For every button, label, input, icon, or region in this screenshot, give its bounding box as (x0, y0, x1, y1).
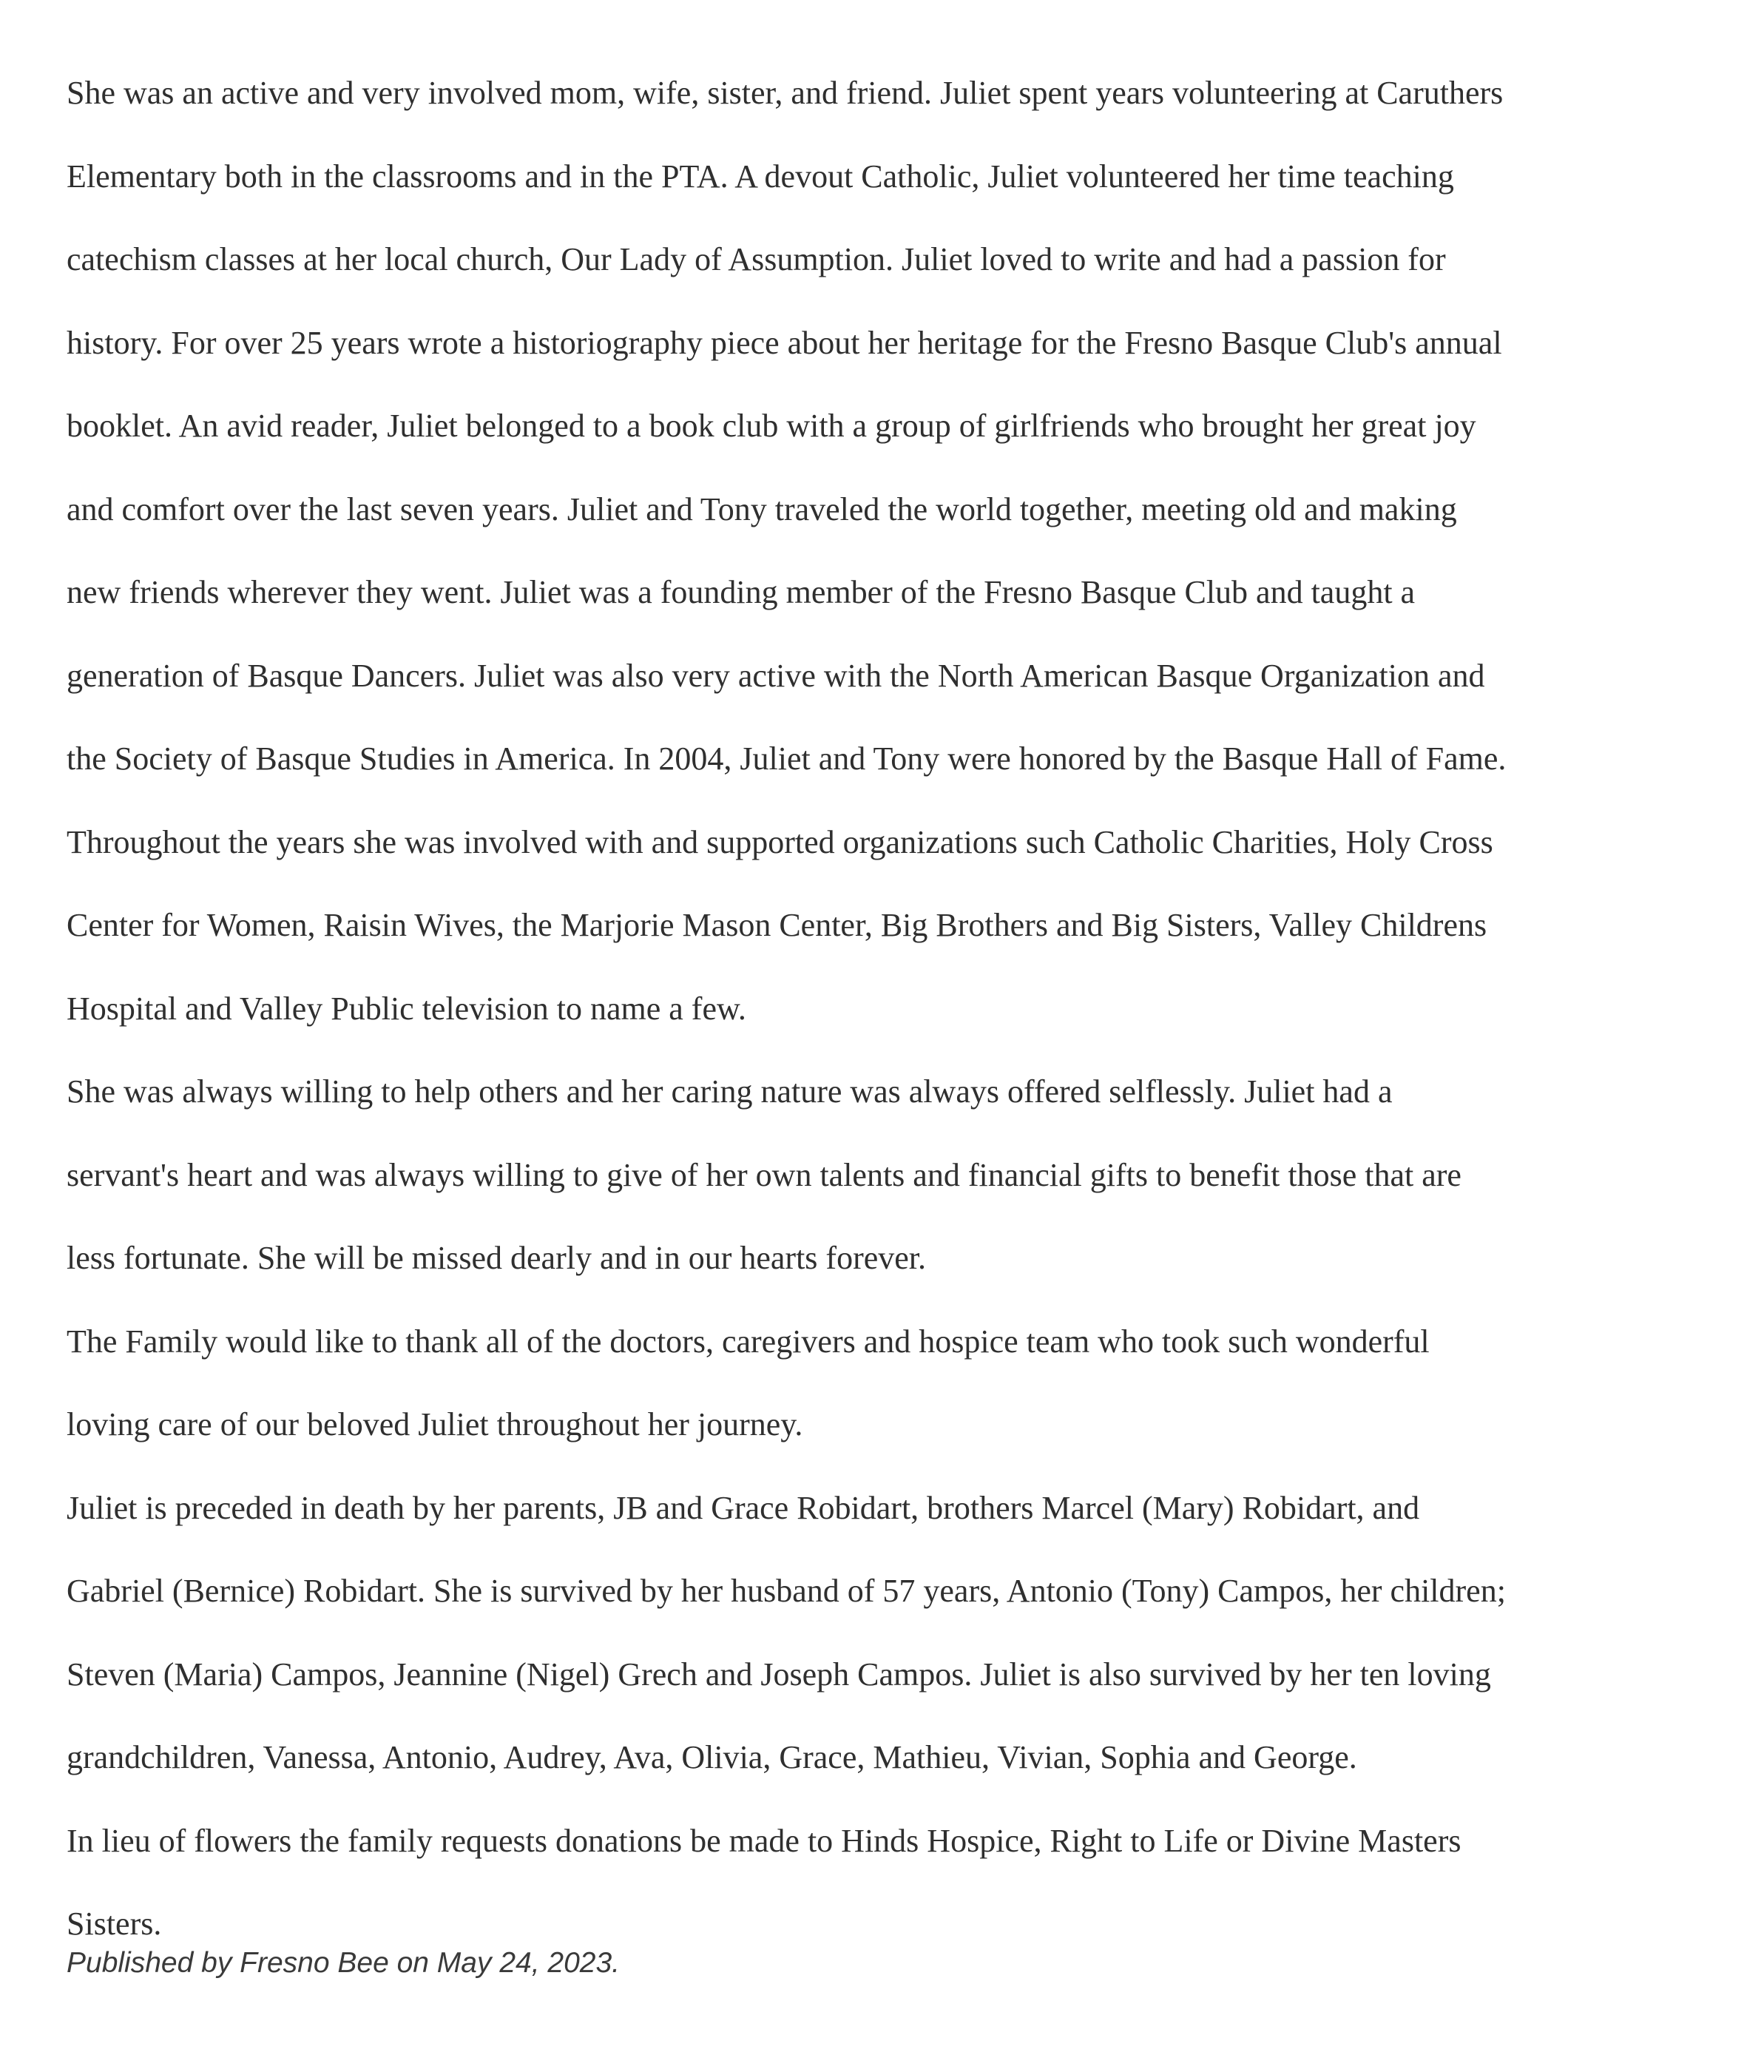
text-line: history. For over 25 years wrote a historiography piece about her heritage for the Fresno Basque Club's annual (67, 324, 1502, 361)
text-line: The Family would like to thank all of the doctors, caregivers and hospice team who took such wonderful (67, 1323, 1430, 1360)
text-line: In lieu of flowers the family requests donations be made to Hinds Hospice, Right to Life or Divine Masters (67, 1822, 1461, 1859)
text-line: Center for Women, Raisin Wives, the Marjorie Mason Center, Big Brothers and Big Sisters, Valley Childrens (67, 907, 1487, 943)
text-line: She was an active and very involved mom, wife, sister, and friend. Juliet spent years volunteering at Caruthers (67, 75, 1504, 111)
text-line: less fortunate. She will be missed dearly and in our hearts forever. (67, 1240, 927, 1276)
text-line: generation of Basque Dancers. Juliet was also very active with the North American Basque Organization and (67, 657, 1485, 694)
text-line: loving care of our beloved Juliet throughout her journey. (67, 1406, 803, 1442)
text-line: Throughout the years she was involved with and supported organizations such Catholic Charities, Holy Cross (67, 823, 1493, 860)
obituary-text (67, 52, 1731, 1966)
text-line: the Society of Basque Studies in America. In 2004, Juliet and Tony were honored by the Basque Hall of Fame. (67, 740, 1507, 777)
text-line: booklet. An avid reader, Juliet belonged to a book club with a group of girlfriends who brought her great joy (67, 408, 1476, 444)
text-line: Gabriel (Bernice) Robidart. She is survived by her husband of 57 years, Antonio (Tony) Campos, her children; (67, 1573, 1506, 1609)
publication-note: Published by Fresno Bee on May 24, 2023. (67, 1947, 620, 1979)
text-line: and comfort over the last seven years. Juliet and Tony traveled the world together, meeting old and making (67, 490, 1457, 527)
text-line: new friends wherever they went. Juliet was a founding member of the Fresno Basque Club and taught a (67, 574, 1416, 610)
text-line: She was always willing to help others and her caring nature was always offered selflessly. Juliet had a (67, 1073, 1393, 1110)
text-line: servant's heart and was always willing to give of her own talents and financial gifts to benefit those that are (67, 1156, 1461, 1193)
text-line: Hospital and Valley Public television to name a few. (67, 990, 746, 1027)
text-line: catechism classes at her local church, Our Lady of Assumption. Juliet loved to write and had a passion for (67, 241, 1446, 277)
text-line: grandchildren, Vanessa, Antonio, Audrey, Ava, Olivia, Grace, Mathieu, Vivian, Sophia and George. (67, 1739, 1357, 1775)
text-line: Steven (Maria) Campos, Jeannine (Nigel) Grech and Joseph Campos. Juliet is also survived by her ten loving (67, 1656, 1491, 1693)
text-line: Elementary both in the classrooms and in the PTA. A devout Catholic, Juliet volunteered her time teaching (67, 158, 1454, 195)
text-line: Sisters. (67, 1906, 162, 1942)
text-line: Juliet is preceded in death by her parents, JB and Grace Robidart, brothers Marcel (Mary) Robidart, and (67, 1489, 1420, 1526)
